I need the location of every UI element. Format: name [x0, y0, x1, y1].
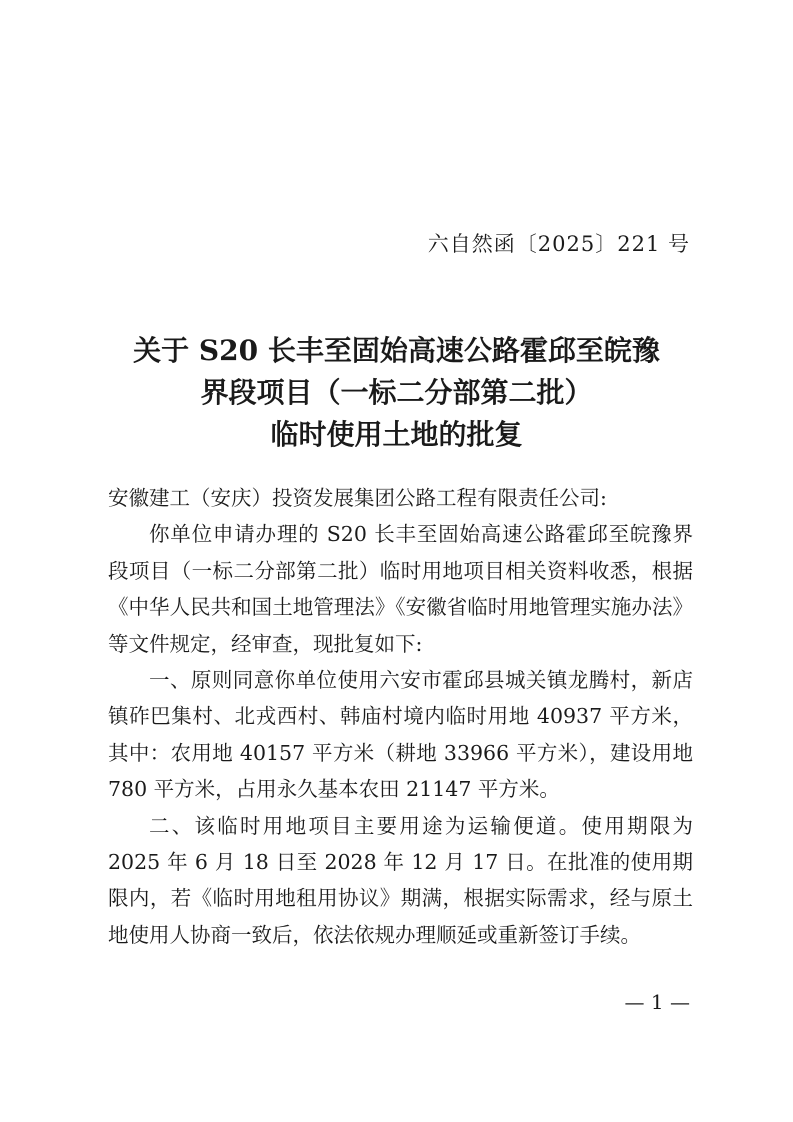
document-number: 六自然函〔2025〕221 号 — [427, 232, 690, 256]
paragraph-intro: 你单位申请办理的 S20 长丰至固始高速公路霍邱至皖豫界段项目（一标二分部第二批）临时用地项目相关资料收悉，根据《中华人民共和国土地管理法》《安徽省临时用地管理实施办法》等文件规定，经审查，现批复如下: — [108, 522, 693, 656]
salutation: 安徽建工（安庆）投资发展集团公路工程有限责任公司: — [108, 486, 607, 510]
document-title — [0, 330, 793, 456]
paragraph-item-1: 一、原则同意你单位使用六安市霍邱县城关镇龙腾村，新店镇砟巴集村、北戎西村、韩庙村境内临时用地 40937 平方米，其中：农用地 40157 平方米（耕地 33966 平方米），建设用地 780 平方米，占用永久基本农田 21147 平方米。 — [108, 668, 693, 802]
title-line-2: 界段项目（一标二分部第二批） — [200, 376, 593, 409]
title-line-1: 关于 S20 长丰至固始高速公路霍邱至皖豫 — [133, 334, 660, 367]
title-line-3: 临时使用土地的批复 — [270, 418, 523, 451]
document-body — [108, 480, 693, 953]
paragraph-item-2: 二、该临时用地项目主要用途为运输便道。使用期限为 2025 年 6 月 18 日至 2028 年 12 月 17 日。在批准的使用期限内，若《临时用地租用协议》期满，根据实际需求，经与原土地使用人协商一致后，依法依规办理顺延或重新签订手续。 — [108, 813, 693, 947]
page-number: — 1 — — [624, 990, 690, 1014]
